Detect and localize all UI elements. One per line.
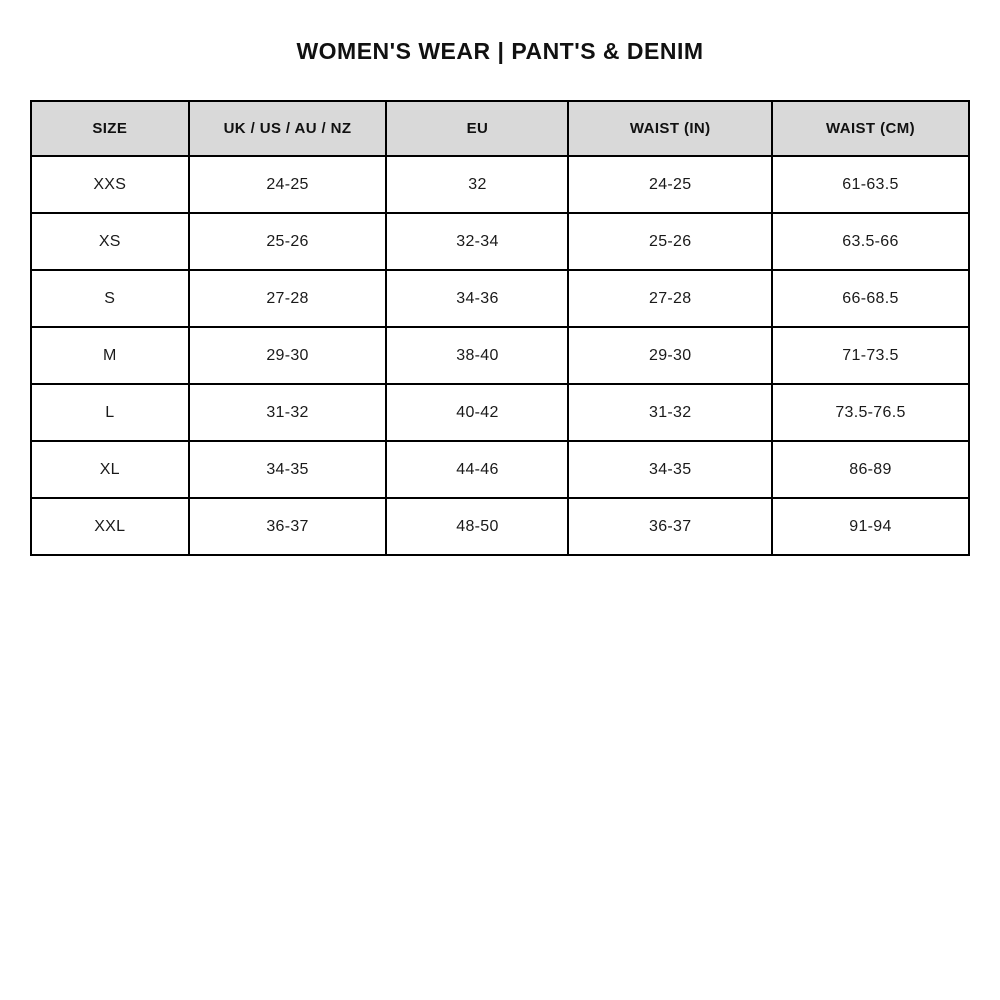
size-label-cell: XL [31, 441, 189, 498]
column-header-uk-us-au-nz: UK / US / AU / NZ [189, 101, 387, 156]
value-cell-waist-cm: 63.5-66 [772, 213, 969, 270]
value-cell-waist-in: 36-37 [568, 498, 772, 555]
value-cell-uk-us-au-nz: 25-26 [189, 213, 387, 270]
size-label-cell: L [31, 384, 189, 441]
value-cell-waist-cm: 71-73.5 [772, 327, 969, 384]
column-header-waist-cm: WAIST (CM) [772, 101, 969, 156]
value-cell-waist-cm: 86-89 [772, 441, 969, 498]
value-cell-waist-in: 25-26 [568, 213, 772, 270]
size-label-cell: XXL [31, 498, 189, 555]
size-label-cell: M [31, 327, 189, 384]
value-cell-waist-cm: 73.5-76.5 [772, 384, 969, 441]
table-row [31, 270, 969, 327]
value-cell-waist-in: 34-35 [568, 441, 772, 498]
table-header-row [31, 101, 969, 156]
size-chart-table [30, 100, 970, 556]
size-label-cell: XXS [31, 156, 189, 213]
value-cell-waist-in: 29-30 [568, 327, 772, 384]
value-cell-waist-in: 27-28 [568, 270, 772, 327]
value-cell-uk-us-au-nz: 34-35 [189, 441, 387, 498]
column-header-waist-in: WAIST (IN) [568, 101, 772, 156]
value-cell-waist-in: 31-32 [568, 384, 772, 441]
value-cell-eu: 40-42 [386, 384, 568, 441]
page-title: WOMEN'S WEAR | PANT'S & DENIM [296, 38, 704, 64]
value-cell-eu: 32 [386, 156, 568, 213]
value-cell-uk-us-au-nz: 31-32 [189, 384, 387, 441]
value-cell-eu: 32-34 [386, 213, 568, 270]
table-body [31, 156, 969, 555]
value-cell-eu: 38-40 [386, 327, 568, 384]
value-cell-waist-cm: 66-68.5 [772, 270, 969, 327]
table-row [31, 441, 969, 498]
size-label-cell: S [31, 270, 189, 327]
table-row [31, 156, 969, 213]
column-header-eu: EU [386, 101, 568, 156]
table-row [31, 498, 969, 555]
table-header-row [31, 101, 969, 156]
value-cell-eu: 48-50 [386, 498, 568, 555]
value-cell-eu: 44-46 [386, 441, 568, 498]
value-cell-waist-cm: 91-94 [772, 498, 969, 555]
value-cell-waist-in: 24-25 [568, 156, 772, 213]
value-cell-waist-cm: 61-63.5 [772, 156, 969, 213]
table-row [31, 213, 969, 270]
value-cell-uk-us-au-nz: 27-28 [189, 270, 387, 327]
column-header-size: SIZE [31, 101, 189, 156]
value-cell-uk-us-au-nz: 36-37 [189, 498, 387, 555]
value-cell-eu: 34-36 [386, 270, 568, 327]
value-cell-uk-us-au-nz: 24-25 [189, 156, 387, 213]
table-row [31, 384, 969, 441]
table-row [31, 327, 969, 384]
size-label-cell: XS [31, 213, 189, 270]
value-cell-uk-us-au-nz: 29-30 [189, 327, 387, 384]
